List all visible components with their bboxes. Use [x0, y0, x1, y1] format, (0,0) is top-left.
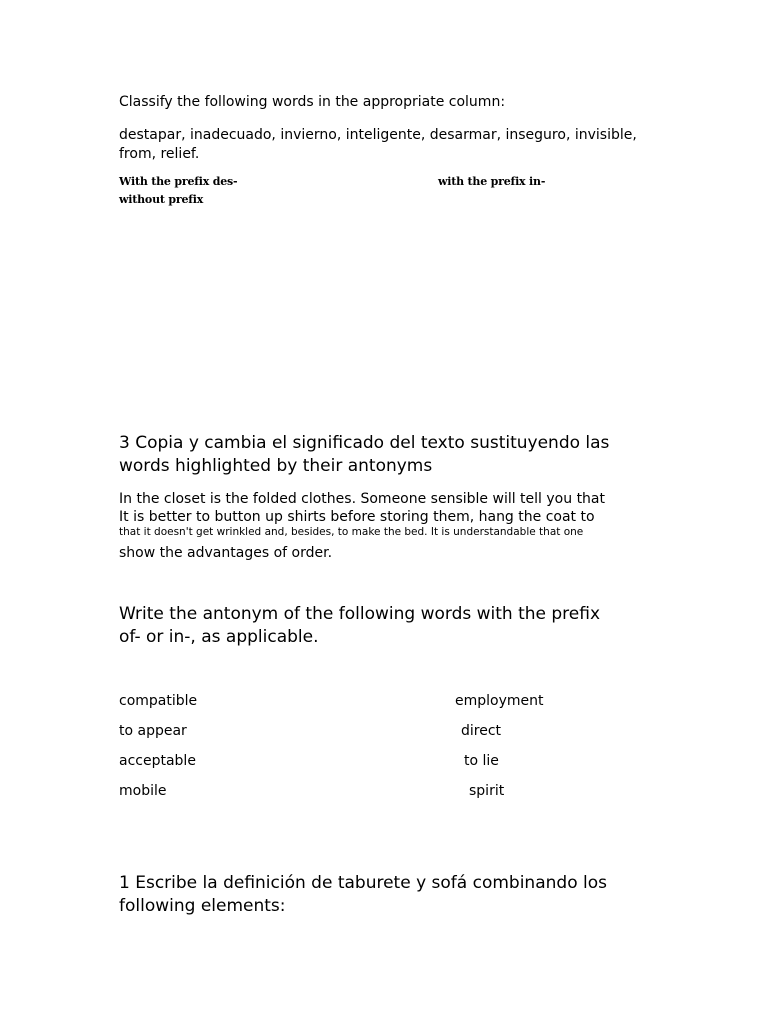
left-word: compatible — [119, 693, 198, 709]
copy-heading-line-2: words highlighted by their antonyms — [119, 456, 433, 476]
left-word: mobile — [119, 783, 167, 799]
antonym-heading-line-1: Write the antonym of the following words with the prefix — [119, 604, 601, 624]
define-heading-line-2: following elements: — [119, 896, 286, 916]
copy-text-line-4: show the advantages of order. — [119, 545, 333, 561]
word-list-line-1: destapar, inadecuado, invierno, inteligente, desarmar, inseguro, invisible, — [119, 127, 637, 143]
copy-text-line-2: It is better to button up shirts before storing them, hang the coat to — [119, 509, 595, 525]
right-word: employment — [455, 693, 544, 709]
column-header-in: with the prefix in- — [438, 175, 546, 188]
define-heading-line-1: 1 Escribe la definición de taburete y sofá combinando los — [119, 873, 607, 893]
column-header-des: With the prefix des- — [119, 175, 238, 188]
word-list-line-2: from, relief. — [119, 146, 200, 162]
copy-text-line-3: that it doesn't get wrinkled and, besides, to make the bed. It is understandable that one — [119, 526, 584, 538]
right-word: direct — [461, 723, 502, 739]
copy-text-line-1: In the closet is the folded clothes. Someone sensible will tell you that — [119, 491, 605, 507]
copy-heading-line-1: 3 Copia y cambia el significado del texto sustituyendo las — [119, 433, 610, 453]
right-word: spirit — [469, 783, 505, 799]
left-word: acceptable — [119, 753, 196, 769]
classify-instruction: Classify the following words in the appropriate column: — [119, 94, 506, 110]
antonym-heading-line-2: of- or in-, as applicable. — [119, 627, 319, 647]
left-word: to appear — [119, 723, 187, 739]
right-word: to lie — [464, 753, 499, 769]
column-header-none: without prefix — [119, 193, 204, 206]
